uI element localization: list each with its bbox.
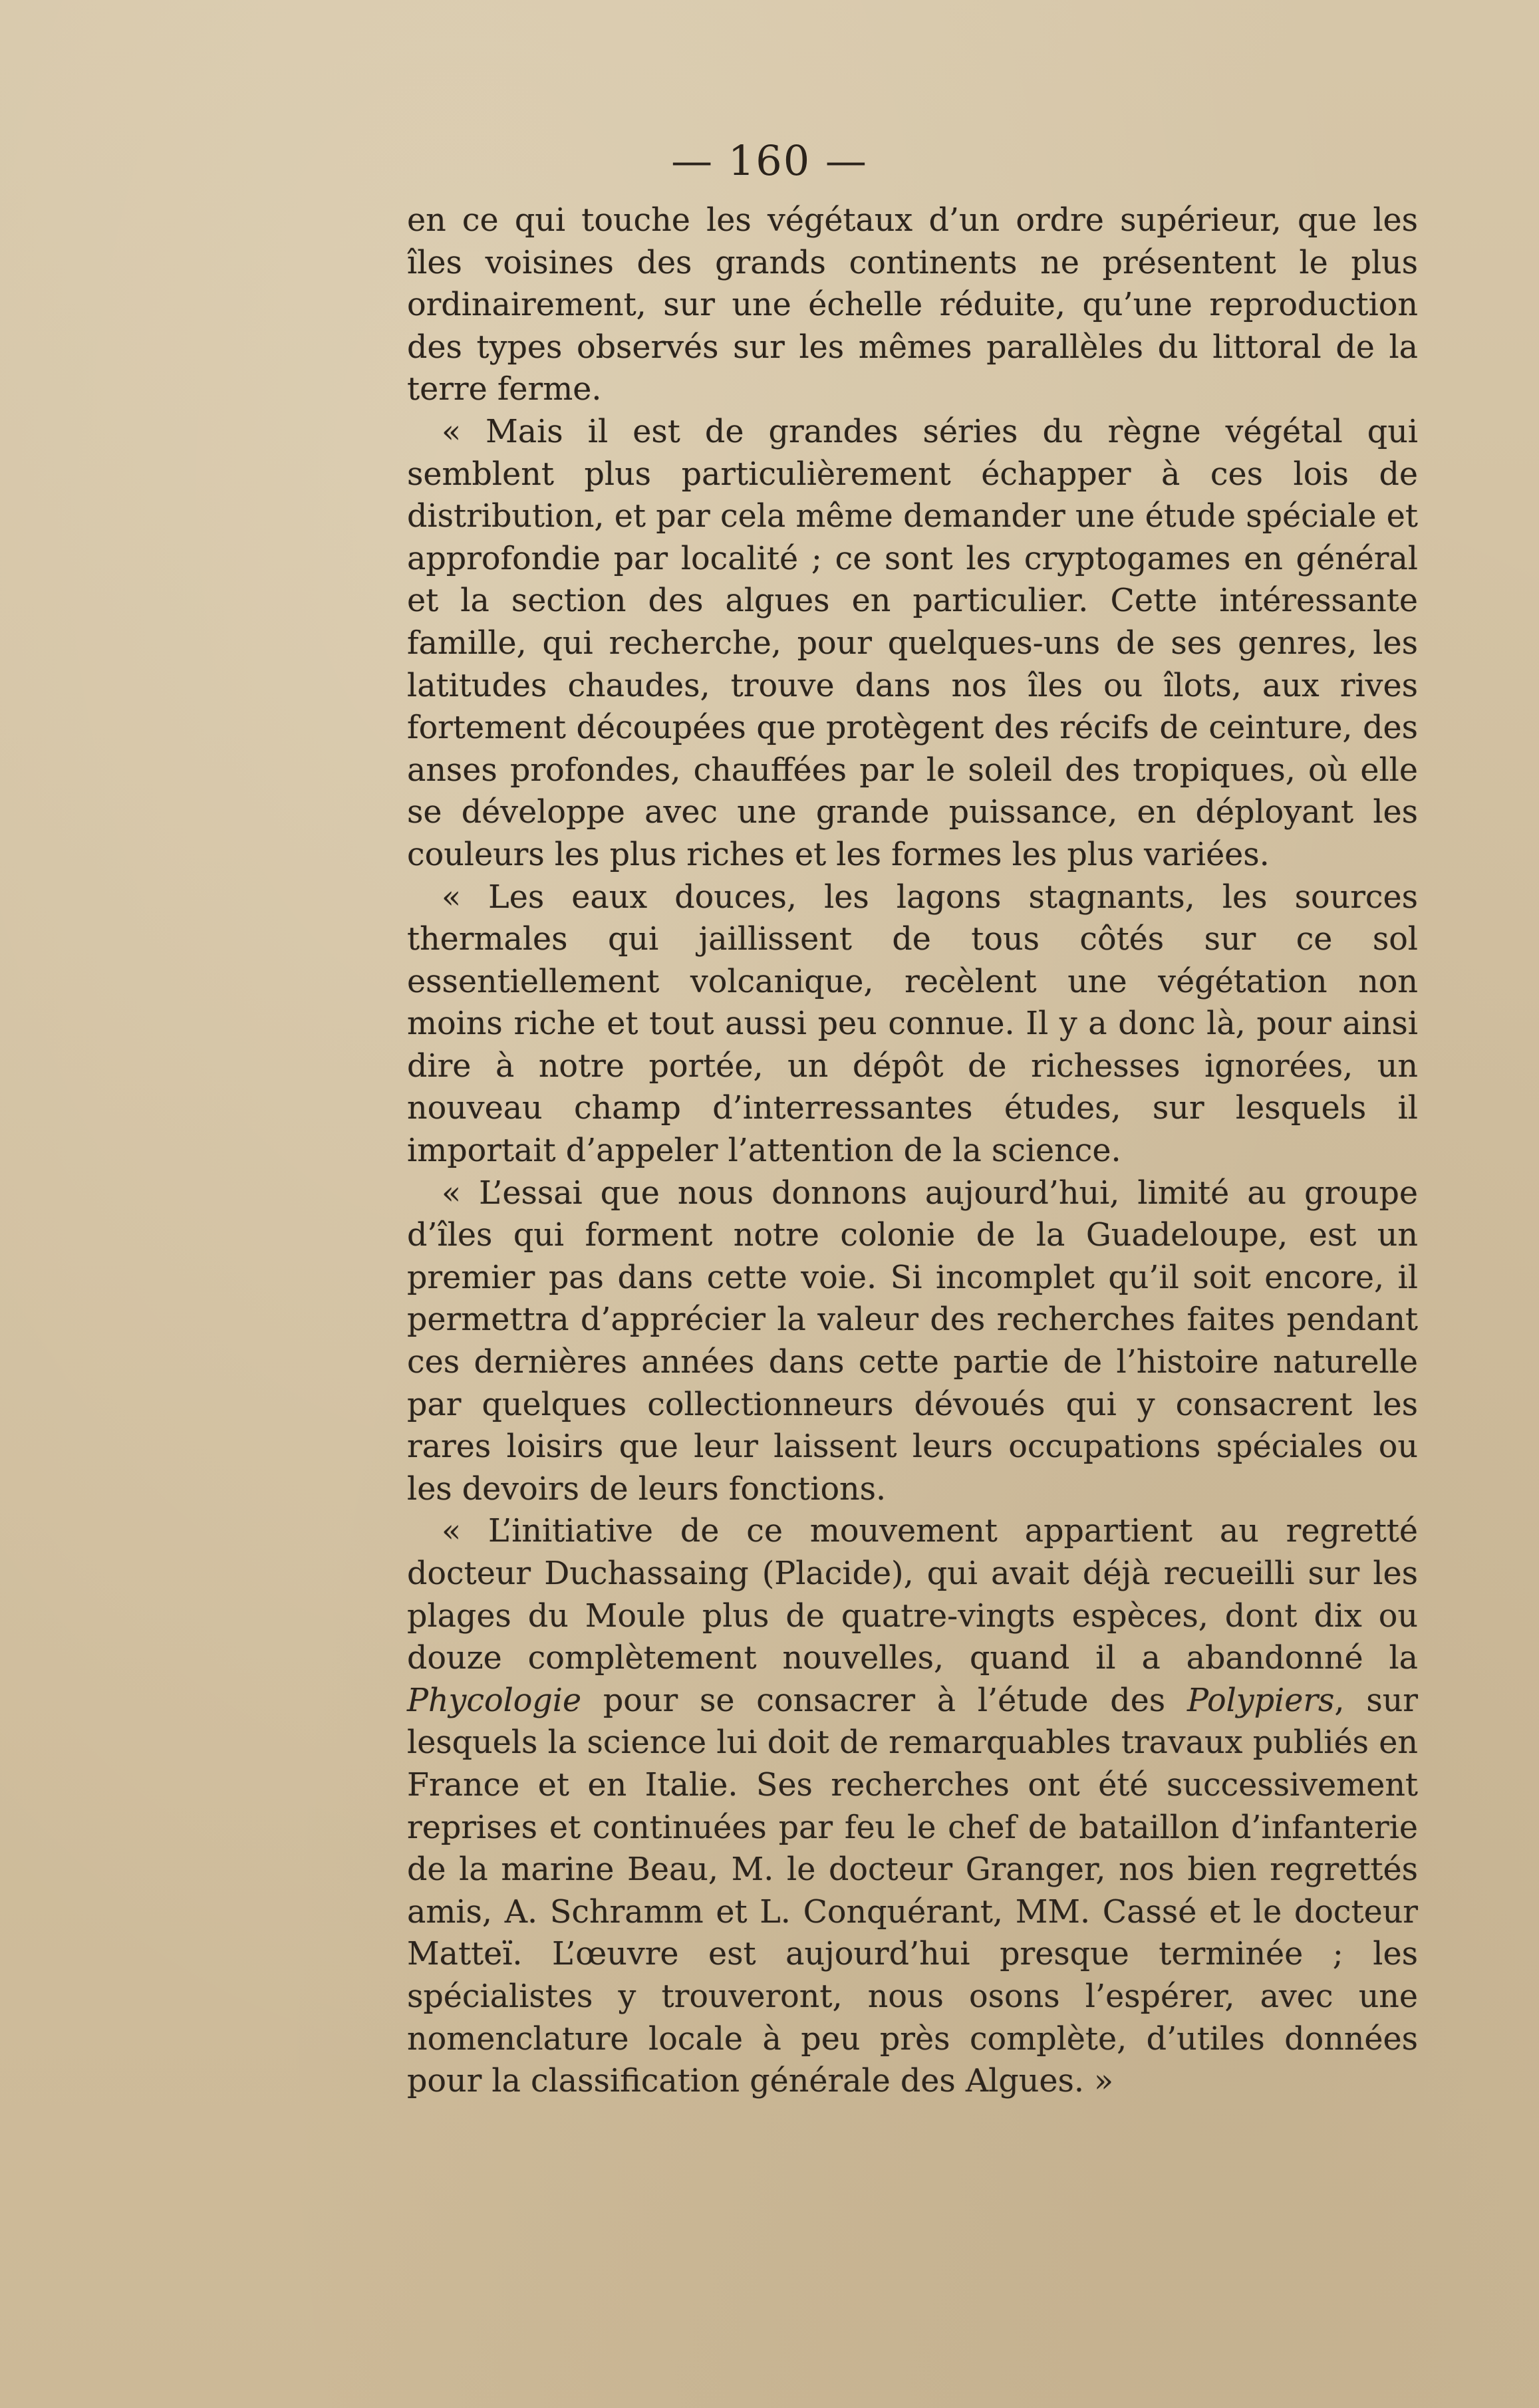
body-text <box>407 200 1418 2103</box>
italic-term-phycologie: Phycologie <box>407 1682 582 1719</box>
italic-term-polypiers: Polypiers <box>1187 1682 1335 1719</box>
paragraph-1: en ce qui touche les végétaux d’un ordre supérieur, que les îles voisines des grands continents ne présentent le plus ordinairement, sur une échelle réduite, qu’une reproduction des types observés sur les mêmes parallèles du littoral de la terre ferme. <box>407 202 1418 408</box>
paragraph-5-part-3: , sur lesquels la science lui doit de remarquables travaux publiés en France et en Italie. Ses recherches ont été successivement reprises et continuées par feu le chef de bataillon d’infanterie de la marine Beau, M. le docteur Granger, nos bien regrettés amis, A. Schramm et L. Conquérant, MM. Cassé et le docteur Matteï. L’œuvre est aujourd’hui presque terminée ; les spécialistes y trouveront, nous osons l’espérer, avec une nomenclature locale à peu près complète, d’utiles données pour la classification générale des Algues. » <box>407 1682 1419 2100</box>
paragraph-3: « Les eaux douces, les lagons stagnants, les sources thermales qui jaillissent de tous côtés sur ce sol essentiellement volcanique, recèlent une végétation non moins riche et tout aussi peu connue. Il y a donc là, pour ainsi dire à notre portée, un dépôt de richesses ignorées, un nouveau champ d’interressantes études, sur lesquels il importait d’appeler l’attention de la science. <box>407 878 1418 1170</box>
paragraph-4: « L’essai que nous donnons aujourd’hui, limité au groupe d’îles qui forment notre colonie de la Guadeloupe, est un premier pas dans cette voie. Si incomplet qu’il soit encore, il permettra d’apprécier la valeur des recherches faites pendant ces dernières années dans cette partie de l’histoire naturelle par quelques collectionneurs dévoués qui y consacrent les rares loisirs que leur laissent leurs occupations spéciales ou les devoirs de leurs fonctions. <box>407 1174 1418 1508</box>
paragraph-2: « Mais il est de grandes séries du règne végétal qui semblent plus particulièrement échapper à ces lois de distribution, et par cela même demander une étude spéciale et approfondie par localité ; ce sont les cryptogames en général et la section des algues en particulier. Cette intéressante famille, qui recherche, pour quelques-uns de ses genres, les latitudes chaudes, trouve dans nos îles ou îlots, aux rives fortement découpées que protègent des récifs de ceinture, des anses profondes, chauffées par le soleil des tropiques, où elle se développe avec une grande puissance, en déployant les couleurs les plus riches et les formes les plus variées. <box>407 413 1418 873</box>
paragraph-5-part-1: « L’initiative de ce mouvement appartient au regretté docteur Duchassaing (Placide), qui avait déjà recueilli sur les plages du Moule plus de quatre-vingts espèces, dont dix ou douze complètement nouvelles, quand il a abandonné la <box>407 1513 1418 1677</box>
paragraph-5-part-2: pour se consacrer à l’étude des <box>581 1682 1187 1719</box>
paragraph-5 <box>407 1510 1418 2102</box>
page-number: — 160 — <box>671 136 868 185</box>
